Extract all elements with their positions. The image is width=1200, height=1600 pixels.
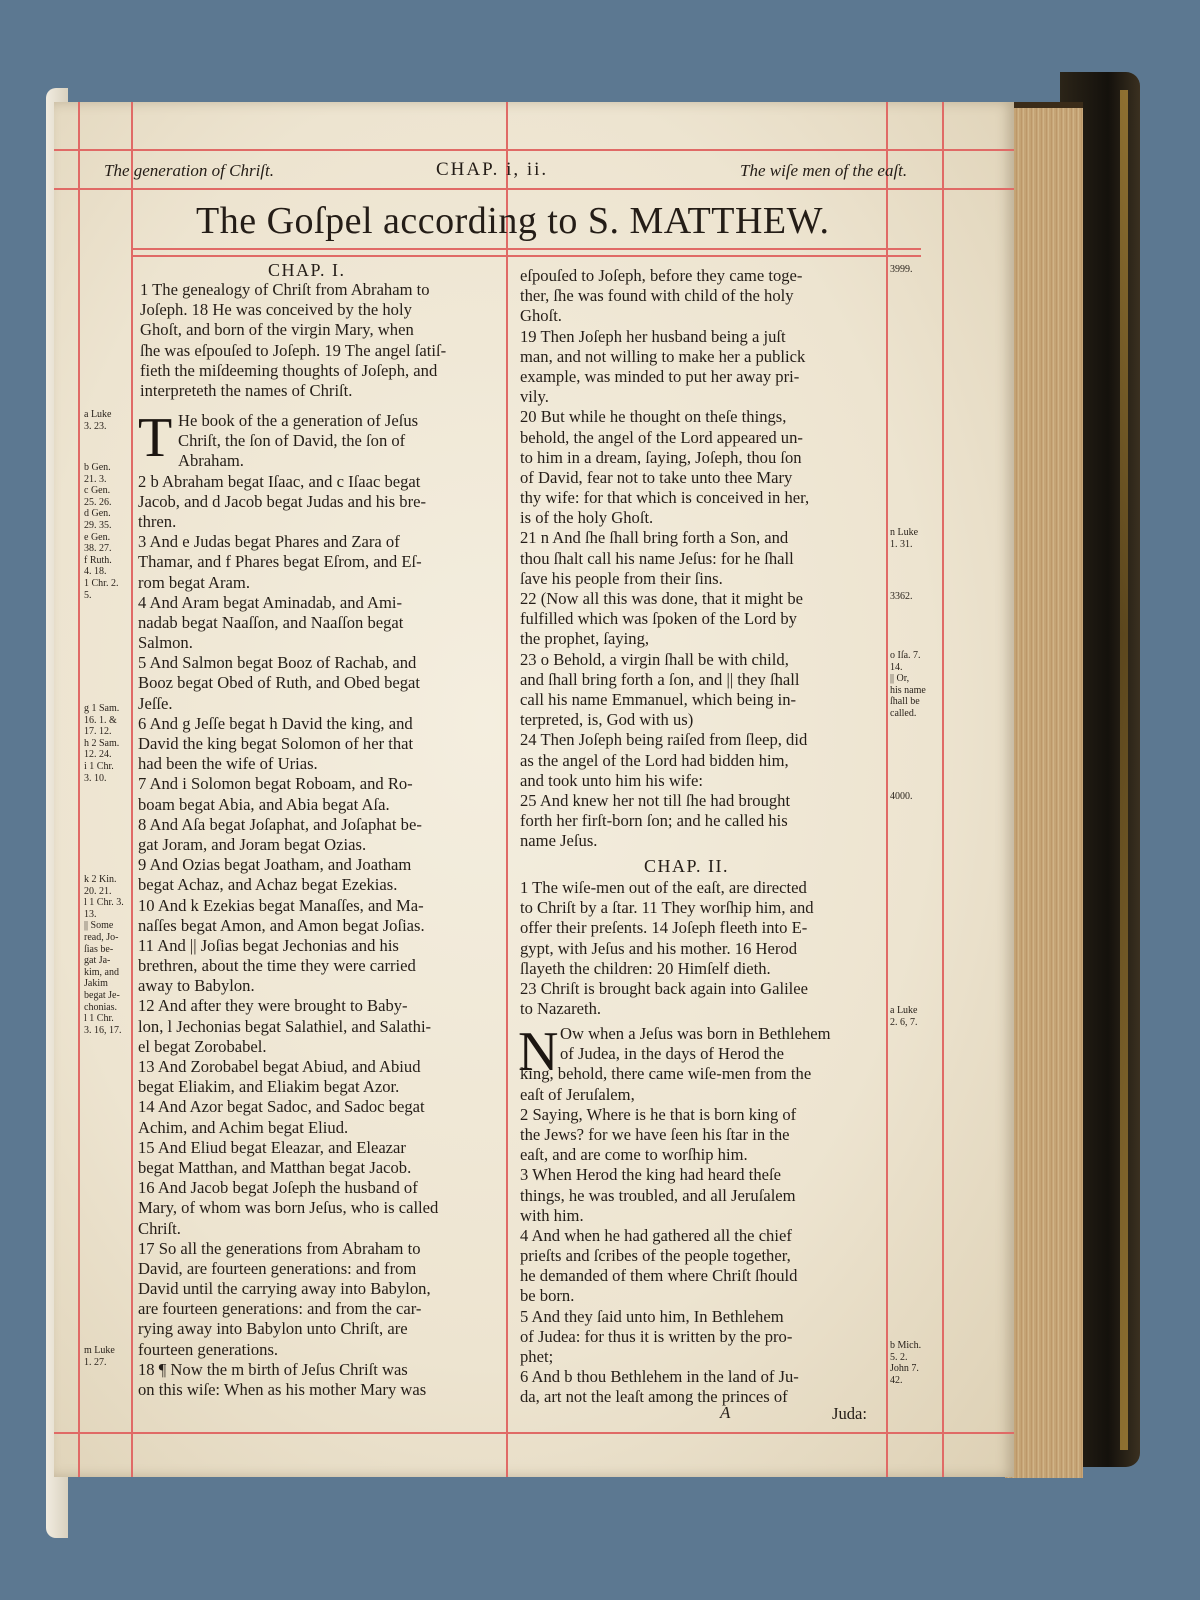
signature-mark: A <box>720 1403 731 1422</box>
text-line: offer their preſents. 14 Joſeph fleeth into E- <box>520 918 808 938</box>
text-line: had been the wife of Urias. <box>138 754 318 774</box>
text-line: David the king begat Solomon of her that <box>138 734 414 753</box>
text-line: gypt, with Jeſus and his mother. 16 Herod <box>520 938 797 958</box>
text-line: He book of the a generation of Jeſus <box>178 411 419 430</box>
text-line: thy wife: for that which is conceived in her, <box>520 488 810 508</box>
text-line: gat Joram, and Joram begat Ozias. <box>138 834 367 854</box>
text-line: Ow when a Jeſus was born in Bethlehem <box>560 1024 831 1043</box>
margin-note: n Luke 1. 31. <box>890 527 919 550</box>
chapter-2-summary <box>520 878 885 1019</box>
text-line: 13 And Zorobabel begat Abiud, and Abiud <box>138 1057 421 1076</box>
text-line: da, art not the leaſt among the princes of <box>520 1387 788 1407</box>
text-line: call his name Emmanuel, which being in- <box>520 689 797 709</box>
text-line: of Judea, in the days of Herod the <box>560 1044 784 1064</box>
text-line: 20 But while he thought on theſe things, <box>520 407 787 427</box>
text-line: 3 And e Judas begat Phares and Zara of <box>138 532 400 552</box>
margin-note: a Luke 3. 23. <box>84 409 112 432</box>
chapter-1-summary <box>140 280 505 401</box>
text-line: Ghoſt, and born of the virgin Mary, when <box>140 320 414 340</box>
text-line: thou ſhalt call his name Jeſus: for he ſhall <box>520 548 794 568</box>
cover-gilt-edge <box>1120 90 1128 1450</box>
header-right: The wiſe men of the eaſt. <box>740 161 908 180</box>
text-line: 23 o Behold, a virgin ſhall be with child, <box>520 649 789 669</box>
text-line: David until the carrying away into Babylon, <box>138 1279 431 1299</box>
margin-note: k 2 Kin. 20. 21. l 1 Chr. 3. 13. || Some read, Jo- ſias be- gat Ja- kim, and Jakim begat Je- chonias. l 1 Chr. 3. 16, 17. <box>84 874 124 1036</box>
text-line: 8 And Aſa begat Joſaphat, and Joſaphat be- <box>138 814 422 834</box>
text-line: 23 Chriſt is brought back again into Galilee <box>520 978 809 998</box>
margin-note: m Luke 1. 27. <box>84 1345 115 1368</box>
text-line: David, are fourteen generations: and from <box>138 1258 417 1278</box>
text-line: Joſeph. 18 He was conceived by the holy <box>140 300 412 320</box>
text-line: and took unto him his wife: <box>520 770 703 790</box>
text-line: nadab begat Naaſſon, and Naaſſon begat <box>138 612 404 632</box>
text-line: prieſts and ſcribes of the people together, <box>520 1246 791 1266</box>
text-line: with him. <box>520 1205 584 1225</box>
text-line: Chriſt. <box>138 1218 181 1238</box>
margin-note: 3999. <box>890 264 913 275</box>
text-line: 15 And Eliud begat Eleazar, and Eleazar <box>138 1137 406 1157</box>
rule-center <box>506 102 508 1477</box>
text-line: 9 And Ozias begat Joatham, and Joatham <box>138 855 412 875</box>
text-line: naſſes begat Amon, and Amon begat Joſias. <box>138 915 425 935</box>
text-line: interpreteth the names of Chriſt. <box>140 380 353 400</box>
text-line: man, and not willing to make her a publick <box>520 346 806 366</box>
rule-top-1 <box>54 149 1014 151</box>
text-line: 10 And k Ezekias begat Manaſſes, and Ma- <box>138 895 424 915</box>
text-line: eaſt of Jeruſalem, <box>520 1084 635 1104</box>
text-line: are fourteen generations: and from the car- <box>138 1299 422 1319</box>
text-line: Achim, and Achim begat Eliud. <box>138 1117 349 1137</box>
text-line: on this wiſe: When as his mother Mary was <box>138 1380 427 1399</box>
header-left: The generation of Chriſt. <box>104 161 274 180</box>
chapter-1-continued-text <box>520 266 885 851</box>
text-line: ſlayeth the children: 20 Himſelf dieth. <box>520 958 771 978</box>
text-line: terpreted, is, God with us) <box>520 710 694 730</box>
text-line: 24 Then Joſeph being raiſed from ſleep, did <box>520 730 808 750</box>
text-line: 4 And when he had gathered all the chief <box>520 1225 792 1245</box>
chapter-2-text <box>518 1021 885 1408</box>
text-line: and ſhall bring forth a ſon, and || they ſhall <box>520 669 800 689</box>
text-line: Ghoſt. <box>520 306 562 326</box>
text-line: 11 And || Joſias begat Jechonias and his <box>138 935 399 955</box>
text-line: the prophet, ſaying, <box>520 629 650 649</box>
text-line: brethren, about the time they were carried <box>138 956 416 976</box>
text-line: name Jeſus. <box>520 831 598 851</box>
text-line: 2 b Abraham begat Iſaac, and c Iſaac begat <box>138 471 421 491</box>
text-line: away to Babylon. <box>138 976 255 996</box>
text-line: to Chriſt by a ſtar. 11 They worſhip him, and <box>520 898 814 918</box>
text-line: eaſt, and are come to worſhip him. <box>520 1145 748 1165</box>
text-line: vily. <box>520 387 549 407</box>
rule-right-inner <box>886 102 888 1477</box>
text-line: 2 Saying, Where is he that is born king of <box>520 1104 797 1124</box>
text-line: 21 n And ſhe ſhall bring forth a Son, and <box>520 528 789 548</box>
text-line: king, behold, there came wiſe-men from the <box>520 1064 812 1084</box>
text-line: begat Eliakim, and Eliakim begat Azor. <box>138 1077 400 1097</box>
catchword: Juda: <box>832 1404 868 1423</box>
text-line: things, he was troubled, and all Jeruſalem <box>520 1185 796 1205</box>
text-line: 7 And i Solomon begat Roboam, and Ro- <box>138 774 413 794</box>
text-line: Salmon. <box>138 633 193 653</box>
text-line: 1 The wiſe-men out of the eaſt, are directed <box>520 878 807 897</box>
text-line: he demanded of them where Chriſt ſhould <box>520 1266 798 1286</box>
rule-title-1 <box>131 248 921 250</box>
text-line: 14 And Azor begat Sadoc, and Sadoc begat <box>138 1097 425 1117</box>
text-line: the Jews? for we have ſeen his ſtar in the <box>520 1124 790 1144</box>
text-line: 5 And they ſaid unto him, In Bethlehem <box>520 1306 784 1326</box>
margin-note: g 1 Sam. 16. 1. & 17. 12. h 2 Sam. 12. 24. i 1 Chr. 3. 10. <box>84 703 120 784</box>
text-line: rying away into Babylon unto Chriſt, are <box>138 1319 408 1339</box>
margin-note: b Gen. 21. 3. c Gen. 25. 26. d Gen. 29. 35. e Gen. 38. 27. f Ruth. 4. 18. 1 Chr. 2. 5. <box>84 462 119 601</box>
text-line: Chriſt, the ſon of David, the ſon of <box>178 431 406 451</box>
margin-note: 3362. <box>890 591 913 602</box>
text-line: 22 (Now all this was done, that it might be <box>520 589 803 608</box>
text-line: is of the holy Ghoſt. <box>520 508 654 528</box>
rule-right-outer <box>942 102 944 1477</box>
text-line: eſpouſed to Joſeph, before they came toge- <box>520 266 803 285</box>
text-line: 5 And Salmon begat Booz of Rachab, and <box>138 653 417 673</box>
text-line: 6 And b thou Bethlehem in the land of Ju- <box>520 1367 799 1387</box>
text-line: lon, l Jechonias begat Salathiel, and Salathi- <box>138 1016 432 1036</box>
header-chapter: CHAP. i, ii. <box>436 159 549 180</box>
text-line: example, was minded to put her away pri- <box>520 366 800 386</box>
page-title: The Goſpel according to S. MATTHEW. <box>196 200 830 242</box>
page-fore-edge <box>1005 102 1083 1478</box>
text-line: be born. <box>520 1286 575 1306</box>
text-line: 3 When Herod the king had heard theſe <box>520 1165 781 1185</box>
text-line: forth her firſt-born ſon; and he called his <box>520 811 788 831</box>
chapter-heading-1: CHAP. I. <box>268 260 346 280</box>
rule-left-outer <box>78 102 80 1477</box>
text-line: 12 And after they were brought to Baby- <box>138 996 408 1016</box>
rule-bottom <box>54 1432 1014 1434</box>
text-line: 17 So all the generations from Abraham to <box>138 1238 421 1258</box>
text-line: ſave his people from their ſins. <box>520 568 723 588</box>
text-line: phet; <box>520 1347 554 1366</box>
text-line: ſhe was eſpouſed to Joſeph. 19 The angel ſatiſ- <box>140 340 447 360</box>
text-line: 6 And g Jeſſe begat h David the king, and <box>138 713 413 733</box>
text-line: Booz begat Obed of Ruth, and Obed begat <box>138 673 421 693</box>
drop-cap-n: N <box>518 1021 559 1083</box>
text-line: 18 ¶ Now the m birth of Jeſus Chriſt was <box>138 1359 408 1379</box>
text-line: boam begat Abia, and Abia begat Aſa. <box>138 794 390 814</box>
text-line: el begat Zorobabel. <box>138 1036 267 1056</box>
text-line: 4 And Aram begat Aminadab, and Ami- <box>138 592 403 612</box>
text-line: fourteen generations. <box>138 1339 279 1359</box>
text-line: rom begat Aram. <box>138 572 250 592</box>
text-line: thren. <box>138 511 177 531</box>
text-line: fulfilled which was ſpoken of the Lord by <box>520 609 797 629</box>
text-line: 25 And knew her not till ſhe had brought <box>520 790 791 810</box>
text-line: of David, fear not to take unto thee Mary <box>520 467 793 487</box>
text-line: of Judea: for thus it is written by the pro- <box>520 1326 793 1346</box>
text-line: fieth the miſdeeming thoughts of Joſeph, and <box>140 360 438 380</box>
rule-title-2 <box>131 255 921 257</box>
text-line: ther, ſhe was found with child of the holy <box>520 286 794 306</box>
chapter-1-text <box>138 407 506 1400</box>
text-line: Thamar, and f Phares begat Eſrom, and Eſ- <box>138 552 422 572</box>
margin-note: a Luke 2. 6, 7. <box>890 1005 918 1028</box>
text-line: to Nazareth. <box>520 999 602 1019</box>
margin-note: 4000. <box>890 791 913 802</box>
text-line: begat Achaz, and Achaz begat Ezekias. <box>138 875 398 895</box>
text-line: to him in a dream, ſaying, Joſeph, thou ſon <box>520 447 802 467</box>
text-line: 1 The genealogy of Chriſt from Abraham to <box>140 280 430 299</box>
margin-note: o Iſa. 7. 14. || Or, his name ſhall be called. <box>890 650 926 719</box>
text-line: behold, the angel of the Lord appeared un- <box>520 427 803 447</box>
text-line: 19 Then Joſeph her husband being a juſt <box>520 326 786 346</box>
margin-note: b Mich. 5. 2. John 7. 42. <box>890 1340 922 1386</box>
text-line: as the angel of the Lord had bidden him, <box>520 750 789 770</box>
text-line: Abraham. <box>178 451 244 471</box>
text-line: Mary, of whom was born Jeſus, who is called <box>138 1198 439 1218</box>
rule-top-2 <box>54 188 1014 190</box>
text-line: begat Matthan, and Matthan begat Jacob. <box>138 1157 412 1177</box>
drop-cap-t: T <box>138 407 173 469</box>
chapter-heading-2: CHAP. II. <box>644 856 730 876</box>
text-line: Jeſſe. <box>138 693 173 713</box>
text-line: Jacob, and d Jacob begat Judas and his bre- <box>138 491 427 511</box>
text-line: 16 And Jacob begat Joſeph the husband of <box>138 1178 418 1198</box>
rule-left-inner <box>131 102 133 1477</box>
